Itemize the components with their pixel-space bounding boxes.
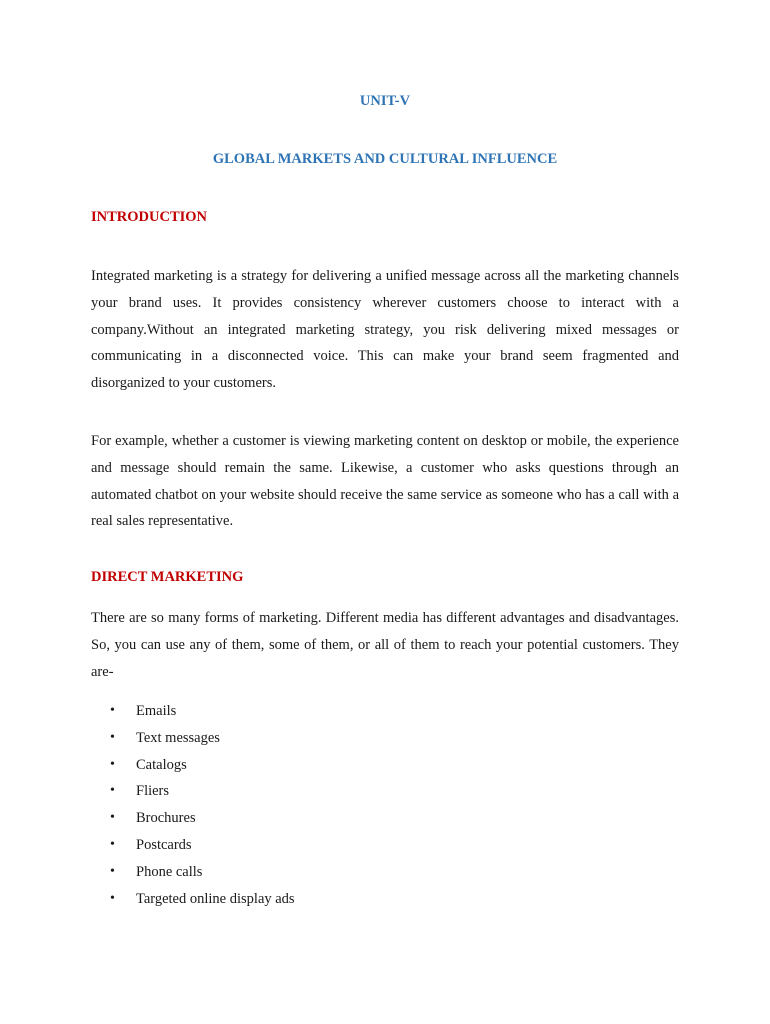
list-item-text: Brochures (136, 810, 196, 827)
list-item-text: Emails (136, 703, 177, 719)
section-heading-direct-marketing: DIRECT MARKETING (91, 569, 244, 585)
bullet-icon: • (110, 836, 115, 852)
paragraph: For example, whether a customer is viewing marketing content on desktop or mobile, the experience and message should remain the same. Likewise, a customer who asks questions through an automated chatbot on your website should receive the same service as someone who has a call with a real sales representative. (91, 433, 679, 530)
page-title: GLOBAL MARKETS AND CULTURAL INFLUENCE (212, 151, 558, 167)
list-item-text: Fliers (136, 783, 170, 800)
list-item-text: Catalogs (136, 756, 187, 773)
section-heading-introduction: INTRODUCTION (91, 209, 208, 225)
list-item-text: Phone calls (136, 863, 203, 880)
list-item-text: Text messages (136, 729, 220, 746)
paragraph: There are so many forms of marketing. Different media has different advantages and disadvantages. So, you can use any of them, some of them, or all of them to reach your potential customers. They are- (91, 610, 679, 680)
bullet-icon: • (110, 783, 115, 799)
bullet-icon: • (110, 810, 115, 826)
list-item-text: Postcards (136, 836, 192, 853)
bullet-icon: • (110, 756, 115, 772)
unit-title: UNIT-V (359, 93, 411, 109)
list-item-text: Targeted online display ads (136, 890, 295, 907)
bullet-icon: • (110, 863, 115, 879)
paragraph: Integrated marketing is a strategy for delivering a unified message across all the marketing channels your brand uses. It provides consistency wherever customers choose to interact with a company.Without an integrated marketing strategy, you risk delivering mixed messages or communicating in a disconnected voice. This can make your brand seem fragmented and disorganized to your customers. (91, 268, 679, 392)
bullet-icon: • (110, 890, 115, 906)
bullet-icon: • (110, 729, 115, 745)
bullet-icon: • (110, 703, 115, 718)
